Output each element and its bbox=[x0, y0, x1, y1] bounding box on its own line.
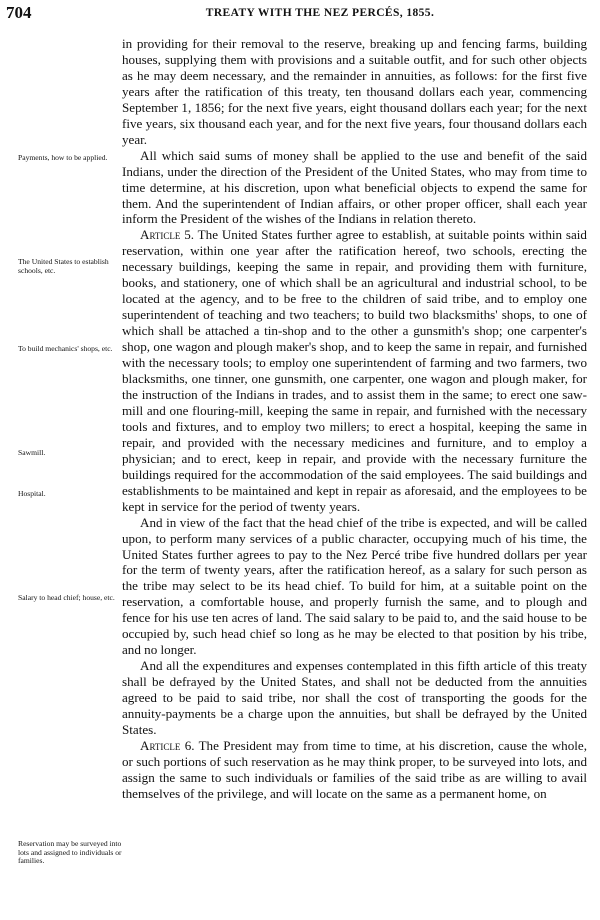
margin-note-mechanics-shops: To build mechanics' shops, etc. bbox=[18, 344, 113, 353]
page-header bbox=[0, 3, 600, 25]
paragraph-article-6 bbox=[122, 738, 587, 802]
paragraph-continuation: in providing for their removal to the reserve, breaking up and fencing farms, building houses, supplying them with provisions and a suitable outfit, and for such other objects as he may deem necessary, and the remainder in annuities, as follows: for the first five years after the ratification of this treaty, ten thousand dollars each year, commencing September 1, 1856; for the next five years, eight thousand dollars each year; for the next five years, six thousand each year, and for the next five years, four thousand dollars each year. bbox=[122, 36, 587, 147]
paragraph-expenditures: And all the expenditures and expenses contemplated in this fifth article of this treaty shall be defrayed by the United States, and shall not be deducted from the annuities agreed to be paid to said tribe, nor shall the cost of transporting the goods for the annuity-payments be a charge upon the annuities, but shall be defrayed by the United States. bbox=[122, 658, 587, 737]
margin-note-reservation: Reservation may be surveyed into lots and assigned to individuals or families. bbox=[18, 839, 122, 866]
margin-note-sawmill: Sawmill. bbox=[18, 448, 46, 457]
article-5-text: The United States further agree to establish, at suitable points within said reservation, within one year after the ratification hereof, two schools, erecting the necessary buildings, keeping the same in repair, and providing them with furniture, books, and stationery, one of which shall be an agricultural and industrial school, to be located at the agency, and to be free to the children of said tribe, and to employ one superintendent of teaching and two teachers; to build two blacksmiths' shops, to one of which shall be attached a tin-shop and to the other a gunsmith's shop; one carpenter's shop, one wagon and plough maker's shop, and to keep the same in repair, and furnished with the necessary tools; to employ one superintendent of farming and two farmers, two blacksmiths, one tinner, one gunsmith, one carpenter, one wagon and plough maker, for the instruction of the Indians in trades, and to assist them in the same; to erect one saw-mill and one flouring-mill, keeping the same in repair, and furnished with the necessary tools and fixtures, and to employ two millers; to erect a hospital, keeping the same in repair, and provided with the necessary medicines and furniture, and to employ a physician; and to erect, keep in repair, and provide with the necessary furniture the buildings required for the accommodation of the said employees. The said buildings and establishments to be maintained and kept in repair as aforesaid, and the employees to be kept in service for the period of twenty years. bbox=[122, 227, 587, 514]
page-number: 704 bbox=[6, 3, 32, 22]
treaty-body bbox=[122, 36, 587, 802]
paragraph-article-5 bbox=[122, 227, 587, 514]
article-heading: Article 5. bbox=[140, 227, 195, 243]
running-title: TREATY WITH THE NEZ PERCÉS, 1855. bbox=[205, 7, 435, 19]
article-6-text: The President may from time to time, at his discretion, cause the whole, or such portions of such reservation as he may think proper, to be surveyed into lots, and assign the same to such individuals or families of the said tribe as are willing to avail themselves of the privilege, and will locate on the same as a permanent home, on bbox=[122, 737, 587, 801]
article-heading: Article 6. bbox=[140, 737, 195, 753]
margin-note-schools: The United States to establish schools, etc. bbox=[18, 257, 109, 275]
paragraph-payments: All which said sums of money shall be applied to the use and benefit of the said Indians, under the direction of the President of the United States, who may from time to time determine, at his discretion, upon what beneficial objects to expend the same for them. And the superintendent of Indian affairs, or other proper officer, shall each year inform the President of the wishes of the Indians in relation thereto. bbox=[122, 147, 587, 227]
margin-note-hospital: Hospital. bbox=[18, 489, 46, 498]
margin-note-salary: Salary to head chief; house, etc. bbox=[18, 593, 115, 602]
margin-note-payments: Payments, how to be applied. bbox=[18, 153, 108, 162]
paragraph-head-chief: And in view of the fact that the head chief of the tribe is expected, and will be called upon, to perform many services of a public character, occupying much of his time, the United States further agrees to pay to the Nez Percé tribe five hundred dollars per year for the term of twenty years, after the ratification hereof, as a salary for such person as the tribe may select to be its head chief. To build for him, at a suitable point on the reservation, a comfortable house, and properly furnish the same, and to plough and fence for his use ten acres of land. The said salary to be paid to, and the said house to be occupied by, such head chief so long as he may be elected to that position by his tribe, and no longer. bbox=[122, 514, 587, 658]
